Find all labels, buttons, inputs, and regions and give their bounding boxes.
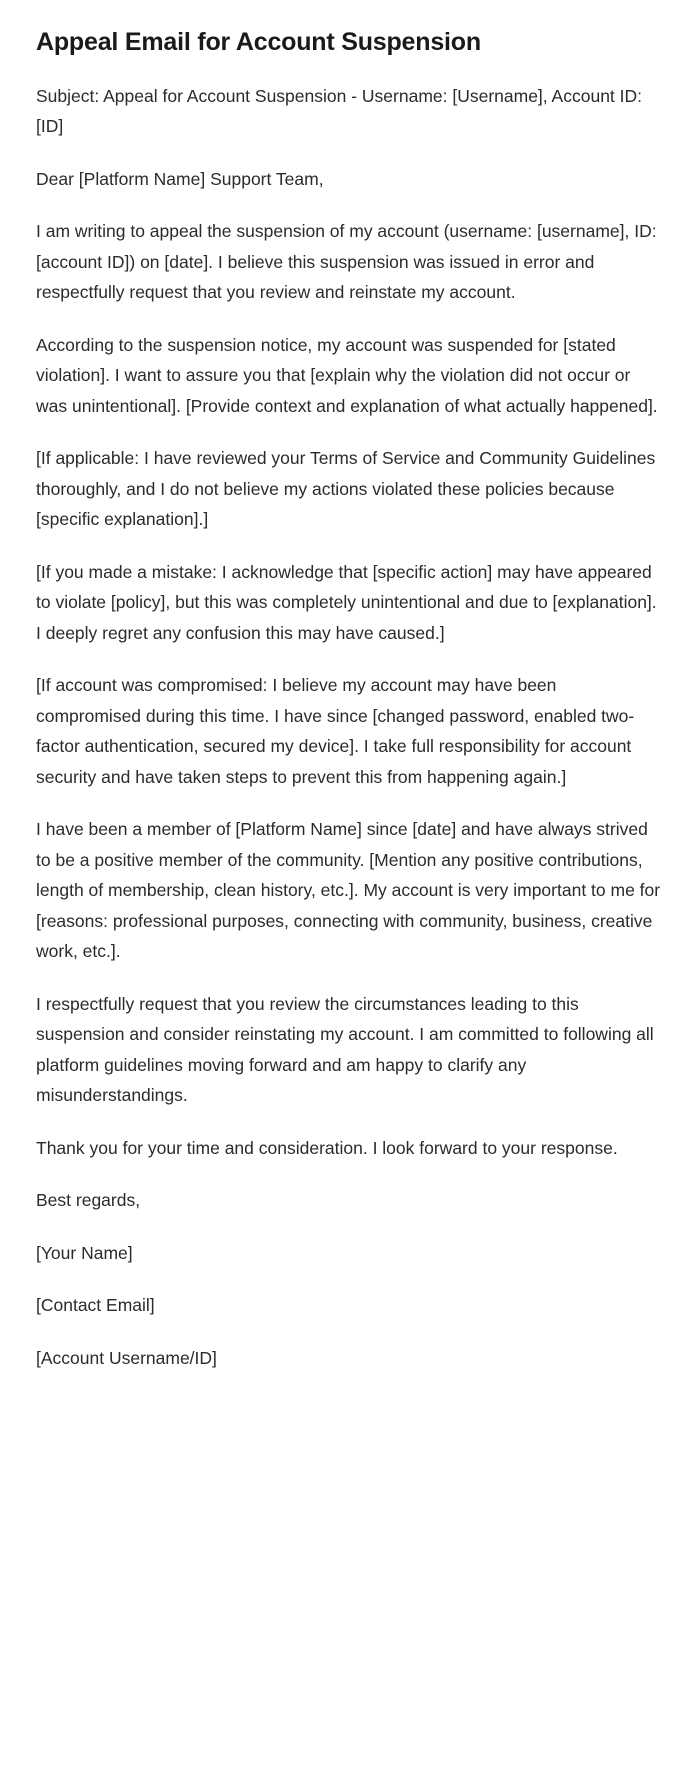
paragraph-subject: Subject: Appeal for Account Suspension - Username: [Username], Account ID: [ID]: [36, 85, 643, 136]
paragraph-violation-context: According to the suspension notice, my account was suspended for [stated violation]. I want to assure you that [explain why the violation did not occur or was unintentional]. [Provide context and explanation of what actually happened].: [36, 334, 658, 416]
paragraph-mistake-acknowledgement: [If you made a mistake: I acknowledge that [specific action] may have appeared to violate [policy], but this was completely unintentional and due to [explanation]. I deeply regret any confusion this may have caused.]: [36, 561, 657, 643]
paragraph-thanks: Thank you for your time and consideration. I look forward to your response.: [36, 1137, 618, 1158]
page-title: Appeal Email for Account Suspension: [36, 28, 481, 56]
paragraph-contact-email: [Contact Email]: [36, 1295, 155, 1315]
paragraph-salutation: Dear [Platform Name] Support Team,: [36, 168, 324, 189]
paragraph-signoff: Best regards,: [36, 1190, 141, 1210]
paragraph-request-review: I respectfully request that you review the circumstances leading to this suspension and consider reinstating my account. I am committed to following all platform guidelines moving forward and am happy to clarify any misunderstandings.: [36, 993, 654, 1105]
paragraph-compromised-account: [If account was compromised: I believe my account may have been compromised during this time. I have since [changed password, enabled two-factor authentication, secured my device]. I take full responsibility for account security and have taken steps to prevent this from happening again.]: [36, 675, 635, 787]
paragraph-policy-review: [If applicable: I have reviewed your Terms of Service and Community Guidelines thoroughly, and I do not believe my actions violated these policies because [specific explanation].]: [36, 448, 656, 529]
paragraph-membership-history: I have been a member of [Platform Name] since [date] and have always strived to be a positive member of the community. [Mention any positive contributions, length of membership, clean history, etc.]. My account is very important to me for [reasons: professional purposes, connecting with community, business, creative work, etc.].: [36, 819, 661, 961]
paragraph-account-username: [Account Username/ID]: [36, 1347, 217, 1368]
paragraph-your-name: [Your Name]: [36, 1242, 133, 1263]
paragraph-intro: I am writing to appeal the suspension of my account (username: [username], ID: [account ID]) on [date]. I believe this suspension was issued in error and respectfully request that you review and reinstate my account.: [36, 221, 657, 302]
